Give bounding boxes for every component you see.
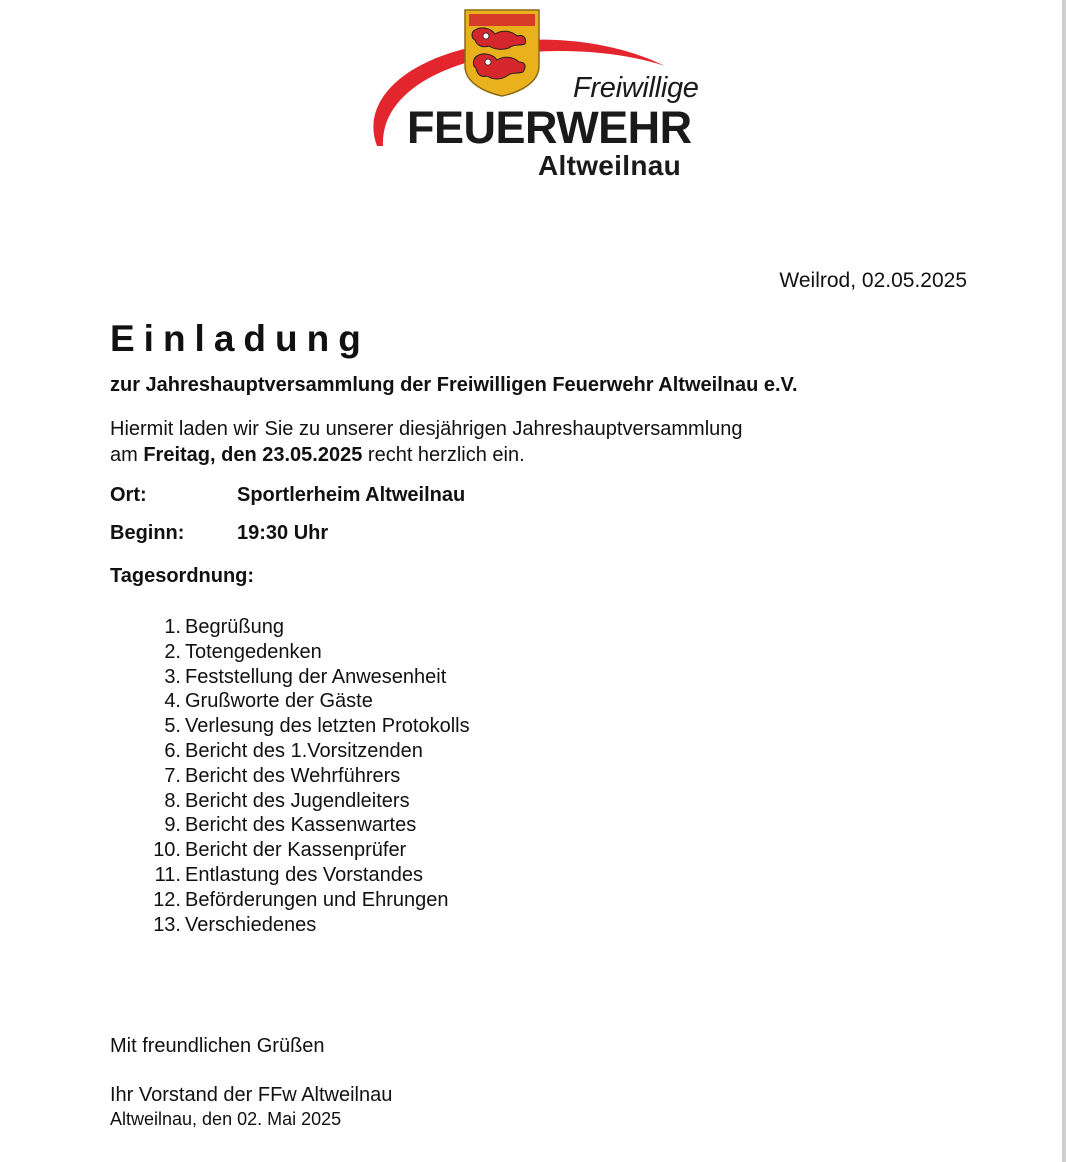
letter-date: Weilrod, 02.05.2025 <box>779 269 967 292</box>
agenda-item-text: Bericht des Kassenwartes <box>185 814 417 837</box>
signature-place-date: Altweilnau, den 02. Mai 2025 <box>110 1109 342 1129</box>
closing-greeting: Mit freundlichen Grüßen <box>110 1035 325 1057</box>
agenda-item <box>140 689 470 714</box>
agenda-item-number: 7. <box>164 764 181 787</box>
agenda-item-number: 8. <box>164 789 181 812</box>
location-label: Ort: <box>110 484 147 506</box>
agenda-item-text: Bericht des Jugendleiters <box>185 789 410 812</box>
start-value: 19:30 Uhr <box>237 522 329 544</box>
agenda-item-number: 13. <box>153 913 181 936</box>
meeting-date: Freitag, den 23.05.2025 <box>143 444 363 466</box>
agenda-item-text: Grußworte der Gäste <box>185 690 373 713</box>
agenda-item <box>140 640 470 665</box>
agenda-item-number: 10. <box>153 839 181 862</box>
document-title: Einladung <box>110 318 370 359</box>
agenda-item <box>140 838 470 863</box>
agenda-item <box>140 863 470 888</box>
agenda-item-text: Begrüßung <box>185 616 284 638</box>
agenda-item-text: Bericht des Wehrführers <box>185 764 401 787</box>
agenda-item-number: 2. <box>164 640 181 663</box>
agenda-item-number: 4. <box>164 690 181 713</box>
agenda-item-text: Verschiedenes <box>185 913 317 936</box>
agenda-item <box>140 714 470 739</box>
agenda-item-text: Entlastung des Vorstandes <box>185 863 423 886</box>
agenda-item-number: 5. <box>164 715 181 738</box>
start-label: Beginn: <box>110 522 185 544</box>
location-value: Sportlerheim Altweilnau <box>237 484 466 506</box>
agenda-heading: Tagesordnung: <box>110 565 255 587</box>
agenda-item <box>140 665 470 690</box>
agenda-item-text: Bericht der Kassenprüfer <box>185 839 407 862</box>
intro-paragraph <box>110 416 743 468</box>
intro-line-1: Hiermit laden wir Sie zu unserer diesjährigen Jahreshauptversammlung <box>110 418 743 440</box>
agenda-item <box>140 764 470 789</box>
agenda-item-number: 11. <box>154 863 181 886</box>
agenda-item-text: Verlesung des letzten Protokolls <box>185 715 470 738</box>
agenda-item <box>140 739 470 764</box>
signature-board: Ihr Vorstand der FFw Altweilnau <box>110 1084 393 1106</box>
agenda-list <box>140 615 470 937</box>
agenda-item-text: Totengedenken <box>185 640 322 663</box>
intro-line-2 <box>110 442 743 468</box>
agenda-item-number: 12. <box>153 888 181 911</box>
intro-suffix: recht herzlich ein. <box>362 444 525 466</box>
agenda-item-text: Beförderungen und Ehrungen <box>185 888 449 911</box>
agenda-item-text: Bericht des 1.Vorsitzenden <box>185 739 423 762</box>
agenda-item <box>140 813 470 838</box>
agenda-item-number: 1. <box>164 616 181 638</box>
fire-brigade-logo <box>355 0 715 200</box>
intro-prefix: am <box>110 444 144 466</box>
agenda-item <box>140 789 470 814</box>
document-subtitle: zur Jahreshauptversammlung der Freiwilligen Feuerwehr Altweilnau e.V. <box>110 374 798 396</box>
agenda-item-number: 9. <box>164 814 181 837</box>
logo-line-freiwillige: Freiwillige <box>573 72 699 104</box>
agenda-item <box>140 615 470 640</box>
agenda-item-number: 3. <box>164 665 181 688</box>
agenda-item-number: 6. <box>164 739 181 762</box>
agenda-item <box>140 913 470 938</box>
hessian-lions-coat-of-arms-icon <box>465 10 539 96</box>
logo-line-feuerwehr: FEUERWEHR <box>407 102 692 153</box>
agenda-item <box>140 888 470 913</box>
page-edge <box>1062 0 1066 1162</box>
agenda-item-text: Feststellung der Anwesenheit <box>185 665 447 688</box>
logo-line-altweilnau: Altweilnau <box>538 150 682 181</box>
